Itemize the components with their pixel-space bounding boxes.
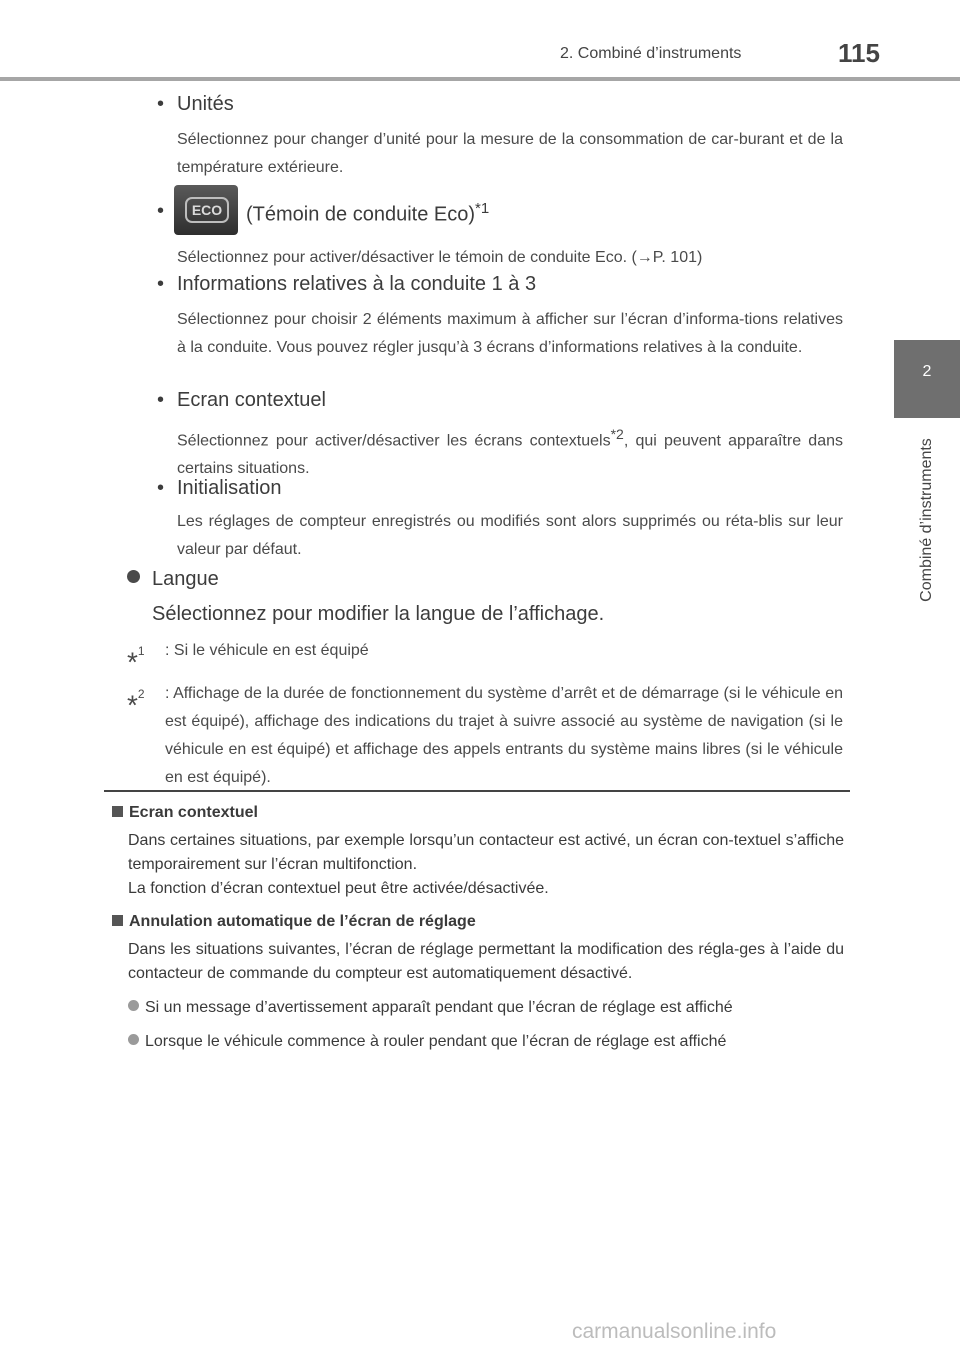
footnote-2 <box>127 680 843 792</box>
item-eco-desc: Sélectionnez pour activer/désactiver le témoin de conduite Eco. (→P. 101) <box>177 249 703 266</box>
info-annulation-title-text: Annulation automatique de l’écran de réglage <box>129 913 476 930</box>
footnote-1-text: : Si le véhicule en est équipé <box>165 642 369 659</box>
chapter-side-label: Combiné d’instruments <box>918 438 935 602</box>
info-ecran-contextuel <box>112 801 844 901</box>
footnote-1-num: 1 <box>137 644 145 658</box>
info-annulation-title <box>112 910 844 934</box>
round-bullet-icon <box>127 570 140 583</box>
item-ecran-title <box>157 389 326 412</box>
eco-indicator-icon <box>174 185 238 235</box>
info-annulation-bullet-2-text: Lorsque le véhicule commence à rouler pendant que l’écran de réglage est affiché <box>145 1033 727 1050</box>
info-annulation-body: Dans les situations suivantes, l’écran de réglage permettant la modification des régla-ges à l’aide du contacteur de commande du compteur est automatiquement désactivé. <box>128 941 844 982</box>
item-infos-label: Informations relatives à la conduite 1 à 3 <box>177 273 537 295</box>
info-ecran-body: Dans certaines situations, par exemple lorsqu’un contacteur est activé, un écran con-textuel s’affiche temporairement sur l’écran multifonction. <box>128 832 844 873</box>
info-annulation-bullet-1-text: Si un message d’avertissement apparaît pendant que l’écran de réglage est affiché <box>145 999 733 1016</box>
footnote-2-num: 2 <box>137 687 145 702</box>
item-ecran-note-ref: *2 <box>610 426 624 442</box>
bullet: • <box>157 93 165 115</box>
item-unites-desc: Sélectionnez pour changer d’unité pour la mesure de la consommation de car-burant et de la température extérieure. <box>177 131 843 176</box>
section-divider <box>104 790 850 792</box>
info-ecran-title-text: Ecran contextuel <box>129 804 258 821</box>
round-bullet-icon <box>128 1034 139 1045</box>
chapter-tab: 2 <box>894 340 960 418</box>
bullet: • <box>157 389 165 411</box>
info-ecran-body-2: La fonction d’écran contextuel peut être activée/désactivée. <box>128 880 549 897</box>
footnote-1 <box>127 637 843 676</box>
item-eco-label <box>246 200 489 227</box>
info-annulation <box>112 910 844 1054</box>
page-number: 115 <box>838 38 880 68</box>
info-ecran-title <box>112 801 844 825</box>
langue-label: Langue <box>152 568 219 590</box>
item-init-label: Initialisation <box>177 477 282 499</box>
footnote-2-text: : Affichage de la durée de fonctionnement du système d’arrêt et de démarrage (si le véhicule en est équipé), affichage des indications du trajet à suivre associé au système de navigation (si le véhicule en est équipé) et affichage des appels entrants du système mains libres (si le véhicule en est équipé). <box>165 685 843 787</box>
footnote-2-mark <box>127 680 165 792</box>
bullet: • <box>157 200 165 222</box>
item-eco-note-ref: *1 <box>475 200 490 217</box>
item-infos-title <box>157 273 536 296</box>
item-init-desc: Les réglages de compteur enregistrés ou modifiés sont alors supprimés ou réta-blis sur leur valeur par défaut. <box>177 513 843 558</box>
langue-desc: Sélectionnez pour modifier la langue de l’affichage. <box>152 603 605 625</box>
item-init-title <box>157 477 282 500</box>
item-unites-label: Unités <box>177 93 234 115</box>
langue-title <box>127 568 219 591</box>
square-bullet-icon <box>112 806 123 817</box>
info-annulation-bullet-1 <box>112 996 844 1020</box>
eco-icon-lamp: ECO <box>185 197 229 223</box>
bullet: • <box>157 477 165 499</box>
item-unites-title <box>157 93 234 116</box>
item-ecran-desc <box>177 420 843 483</box>
item-infos-desc: Sélectionnez pour choisir 2 éléments maximum à afficher sur l’écran d’informa-tions relatives à la conduite. Vous pouvez régler jusqu’à 3 écrans d’informations relatives à la conduite. <box>177 311 843 356</box>
bullet: • <box>157 273 165 295</box>
item-ecran-desc-a: Sélectionnez pour activer/désactiver les écrans contextuels <box>177 432 611 450</box>
header-rule <box>0 77 960 81</box>
square-bullet-icon <box>112 915 123 926</box>
item-ecran-label: Ecran contextuel <box>177 389 326 411</box>
asterisk-glyph: * <box>127 689 138 721</box>
item-ecran-desc-b: , qui peuvent apparaître dans certains situations. <box>177 432 843 478</box>
watermark: carmanualsonline.info <box>572 1320 777 1343</box>
asterisk-glyph: * <box>127 646 138 678</box>
info-annulation-bullet-2 <box>112 1030 844 1054</box>
footnotes <box>127 637 843 796</box>
header-section-title: 2. Combiné d’instruments <box>560 45 742 62</box>
round-bullet-icon <box>128 1000 139 1011</box>
item-eco-title-text: (Témoin de conduite Eco) <box>246 203 476 226</box>
footnote-1-mark <box>127 637 165 676</box>
